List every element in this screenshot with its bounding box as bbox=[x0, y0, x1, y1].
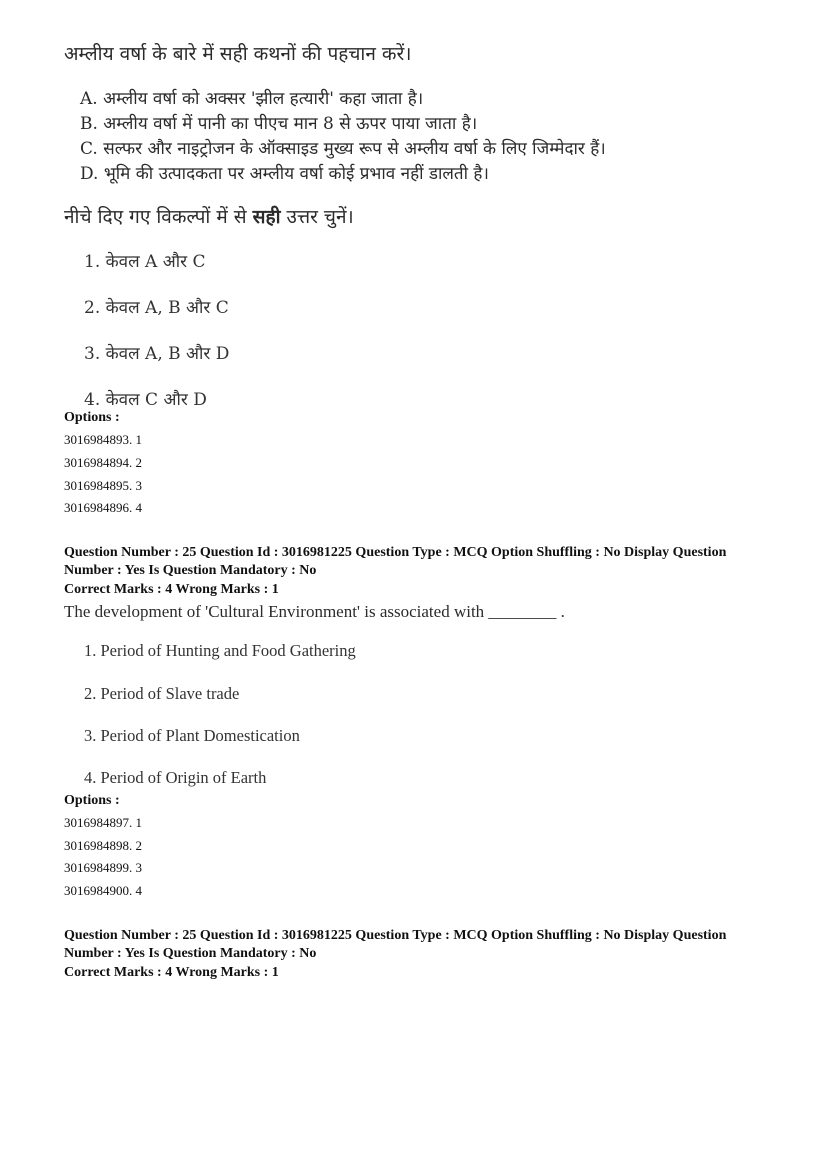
statement-a: A. अम्लीय वर्षा को अक्सर 'झील हत्यारी' कहा जाता है। bbox=[80, 89, 424, 109]
statement-b: B. अम्लीय वर्षा में पानी का पीएच मान 8 से ऊपर पाया जाता है। bbox=[80, 114, 478, 134]
question-text-en: The development of 'Cultural Environment' is associated with ________ . bbox=[64, 602, 565, 621]
instruction-text bbox=[64, 203, 354, 229]
choice-3: 3. केवल A, B और D bbox=[84, 344, 230, 364]
option-id-4: 3016984896. 4 bbox=[64, 500, 142, 515]
choice-4: 4. केवल C और D bbox=[84, 390, 207, 410]
question-meta-line2: Number : Yes Is Question Mandatory : No bbox=[64, 563, 317, 578]
option-id-en-2: 3016984898. 2 bbox=[64, 838, 142, 853]
question-meta-line1-repeat: Question Number : 25 Question Id : 3016981225 Question Type : MCQ Option Shuffling : No Display Question bbox=[64, 928, 727, 943]
instruction-bold: सही bbox=[252, 206, 281, 228]
option-id-2: 3016984894. 2 bbox=[64, 455, 142, 470]
option-id-1: 3016984893. 1 bbox=[64, 432, 142, 447]
choice-en-1: 1. Period of Hunting and Food Gathering bbox=[84, 641, 356, 660]
option-id-en-3: 3016984899. 3 bbox=[64, 860, 142, 875]
option-id-en-4: 3016984900. 4 bbox=[64, 883, 142, 898]
option-id-3: 3016984895. 3 bbox=[64, 478, 142, 493]
statement-c: C. सल्फर और नाइट्रोजन के ऑक्साइड मुख्य रूप से अम्लीय वर्षा के लिए जिम्मेदार हैं। bbox=[80, 139, 606, 159]
instruction-post: उत्तर चुनें। bbox=[280, 206, 354, 228]
choice-1: 1. केवल A और C bbox=[84, 252, 206, 272]
option-id-en-1: 3016984897. 1 bbox=[64, 815, 142, 830]
question-text: अम्लीय वर्षा के बारे में सही कथनों की पहचान करें। bbox=[64, 43, 412, 65]
marks-line-repeat: Correct Marks : 4 Wrong Marks : 1 bbox=[64, 965, 279, 980]
statement-d: D. भूमि की उत्पादकता पर अम्लीय वर्षा कोई प्रभाव नहीं डालती है। bbox=[80, 164, 489, 184]
instruction-pre: नीचे दिए गए विकल्पों में से bbox=[64, 206, 253, 228]
choice-en-4: 4. Period of Origin of Earth bbox=[84, 768, 267, 787]
choice-2: 2. केवल A, B और C bbox=[84, 298, 229, 318]
question-meta-line1: Question Number : 25 Question Id : 3016981225 Question Type : MCQ Option Shuffling : No Display Question bbox=[64, 545, 727, 560]
marks-line: Correct Marks : 4 Wrong Marks : 1 bbox=[64, 582, 279, 597]
options-label: Options : bbox=[64, 410, 120, 425]
options-label-en: Options : bbox=[64, 793, 120, 808]
choice-en-3: 3. Period of Plant Domestication bbox=[84, 726, 300, 745]
choice-en-2: 2. Period of Slave trade bbox=[84, 684, 240, 703]
question-meta-line2-repeat: Number : Yes Is Question Mandatory : No bbox=[64, 946, 317, 961]
